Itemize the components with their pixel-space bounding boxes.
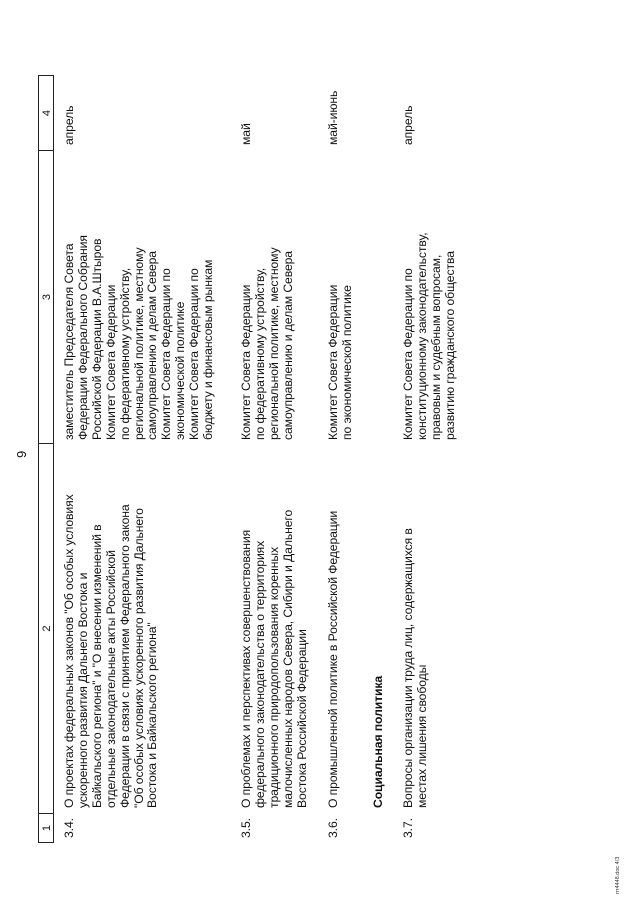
row-subject: Вопросы организации труда лиц, содержащихся в местах лишения свободы: [401, 528, 429, 808]
page-number: 9: [14, 450, 29, 458]
row-term: май-июнь: [326, 90, 340, 145]
row-responsible: заместитель Председателя Совета Федерации Федерального Собрания Российской Федерации В.А.Штыров Комитет Совета Федерации по федеративному устройству, региональной политике, местному самоуправлению и делам Севера Комитет Совета Федерации по экономической политике Комитет Совета Федерации по бюджету и финансовым рынкам: [62, 235, 216, 440]
row-subject: О проблемах и перспективах совершенствования федерального законодательства о территориях традиционного природопользования коренных малочисленных народов Севера, Сибири и Дальнего Востока Российской Федерации: [239, 509, 309, 808]
row-number: 3.4.: [62, 818, 76, 838]
row-term: май: [239, 123, 253, 145]
row-subject: О проектах федеральных законов "Об особых условиях ускоренного развития Дальнего Востока и Байкальского региона" и "О внесении изменений в отдельные законодательные акты Российской Федерации в связи с принятием Федерального закона "Об особых условиях ускоренного развития Дальнего Востока и Байкальского региона": [62, 494, 160, 808]
row-subject: О промышленной политике в Российской Федерации: [326, 510, 340, 808]
row-number: 3.7.: [401, 818, 415, 838]
column-header-4: 4: [38, 75, 54, 150]
row-term: апрель: [401, 105, 415, 145]
row-number: 3.5.: [239, 818, 253, 838]
row-number: 3.6.: [326, 818, 340, 838]
row-responsible: Комитет Совета Федерации по федеративному устройству, региональной политике, местному самоуправлению и делам Севера: [239, 247, 295, 440]
column-header-3: 3: [38, 150, 54, 443]
file-footer: пт4448.doc 4/3: [615, 856, 621, 894]
row-responsible: Комитет Совета Федерации по экономической политике: [326, 284, 354, 440]
column-header-1: 1: [38, 813, 54, 843]
section-heading: Социальная политика: [371, 675, 385, 808]
row-term: апрель: [62, 105, 76, 145]
column-header-2: 2: [38, 443, 54, 813]
row-responsible: Комитет Совета Федерации по конституционному законодательству, правовым и судебным вопросам, развитию гражданского общества: [401, 232, 457, 440]
